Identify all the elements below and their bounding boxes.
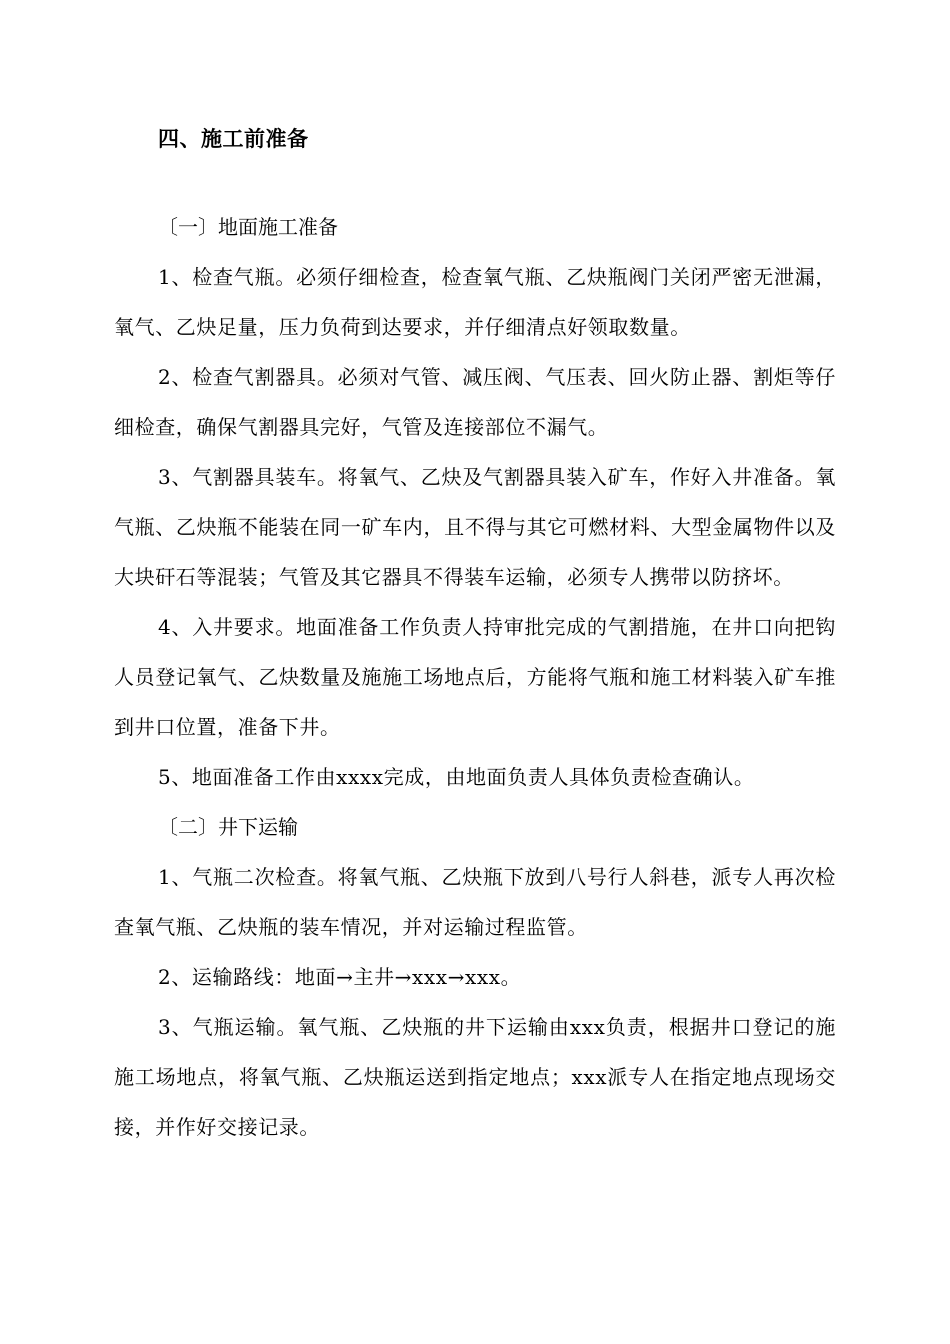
section-heading: 四、施工前准备 xyxy=(158,126,309,151)
paragraph: 3、气割器具装车。将氧气、乙炔及气割器具装入矿车，作好入井准备。氧气瓶、乙炔瓶不能装在同一矿车内，且不得与其它可燃材料、大型金属物件以及大块矸石等混装；气管及其它器具不得装车运输，必须专人携带以防挤坏。 xyxy=(114,465,836,589)
subsection-title-underground-transport: 〔二〕井下运输 xyxy=(158,815,298,839)
paragraph: 3、气瓶运输。氧气瓶、乙炔瓶的井下运输由xxx负责，根据井口登记的施施工场地点，将氧气瓶、乙炔瓶运送到指定地点；xxx派专人在指定地点现场交接，并作好交接记录。 xyxy=(114,1015,836,1139)
paragraph: 1、检查气瓶。必须仔细检查，检查氧气瓶、乙炔瓶阀门关闭严密无泄漏，氧气、乙炔足量，压力负荷到达要求，并仔细清点好领取数量。 xyxy=(114,265,836,339)
paragraph: 2、运输路线：地面→主井→xxx→xxx。 xyxy=(158,965,522,989)
paragraph: 4、入井要求。地面准备工作负责人持审批完成的气割措施，在井口向把钩人员登记氧气、乙炔数量及施施工场地点后，方能将气瓶和施工材料装入矿车推到井口位置，准备下井。 xyxy=(114,615,836,739)
paragraph: 2、检查气割器具。必须对气管、减压阀、气压表、回火防止器、割炬等仔细检查，确保气割器具完好，气管及连接部位不漏气。 xyxy=(114,365,836,439)
document-body xyxy=(114,114,836,1152)
subsection-title-ground-preparation: 〔一〕地面施工准备 xyxy=(158,215,338,239)
paragraph: 1、气瓶二次检查。将氧气瓶、乙炔瓶下放到八号行人斜巷，派专人再次检查氧气瓶、乙炔瓶的装车情况，并对运输过程监管。 xyxy=(114,865,836,939)
paragraph: 5、地面准备工作由xxxx完成，由地面负责人具体负责检查确认。 xyxy=(158,765,755,789)
